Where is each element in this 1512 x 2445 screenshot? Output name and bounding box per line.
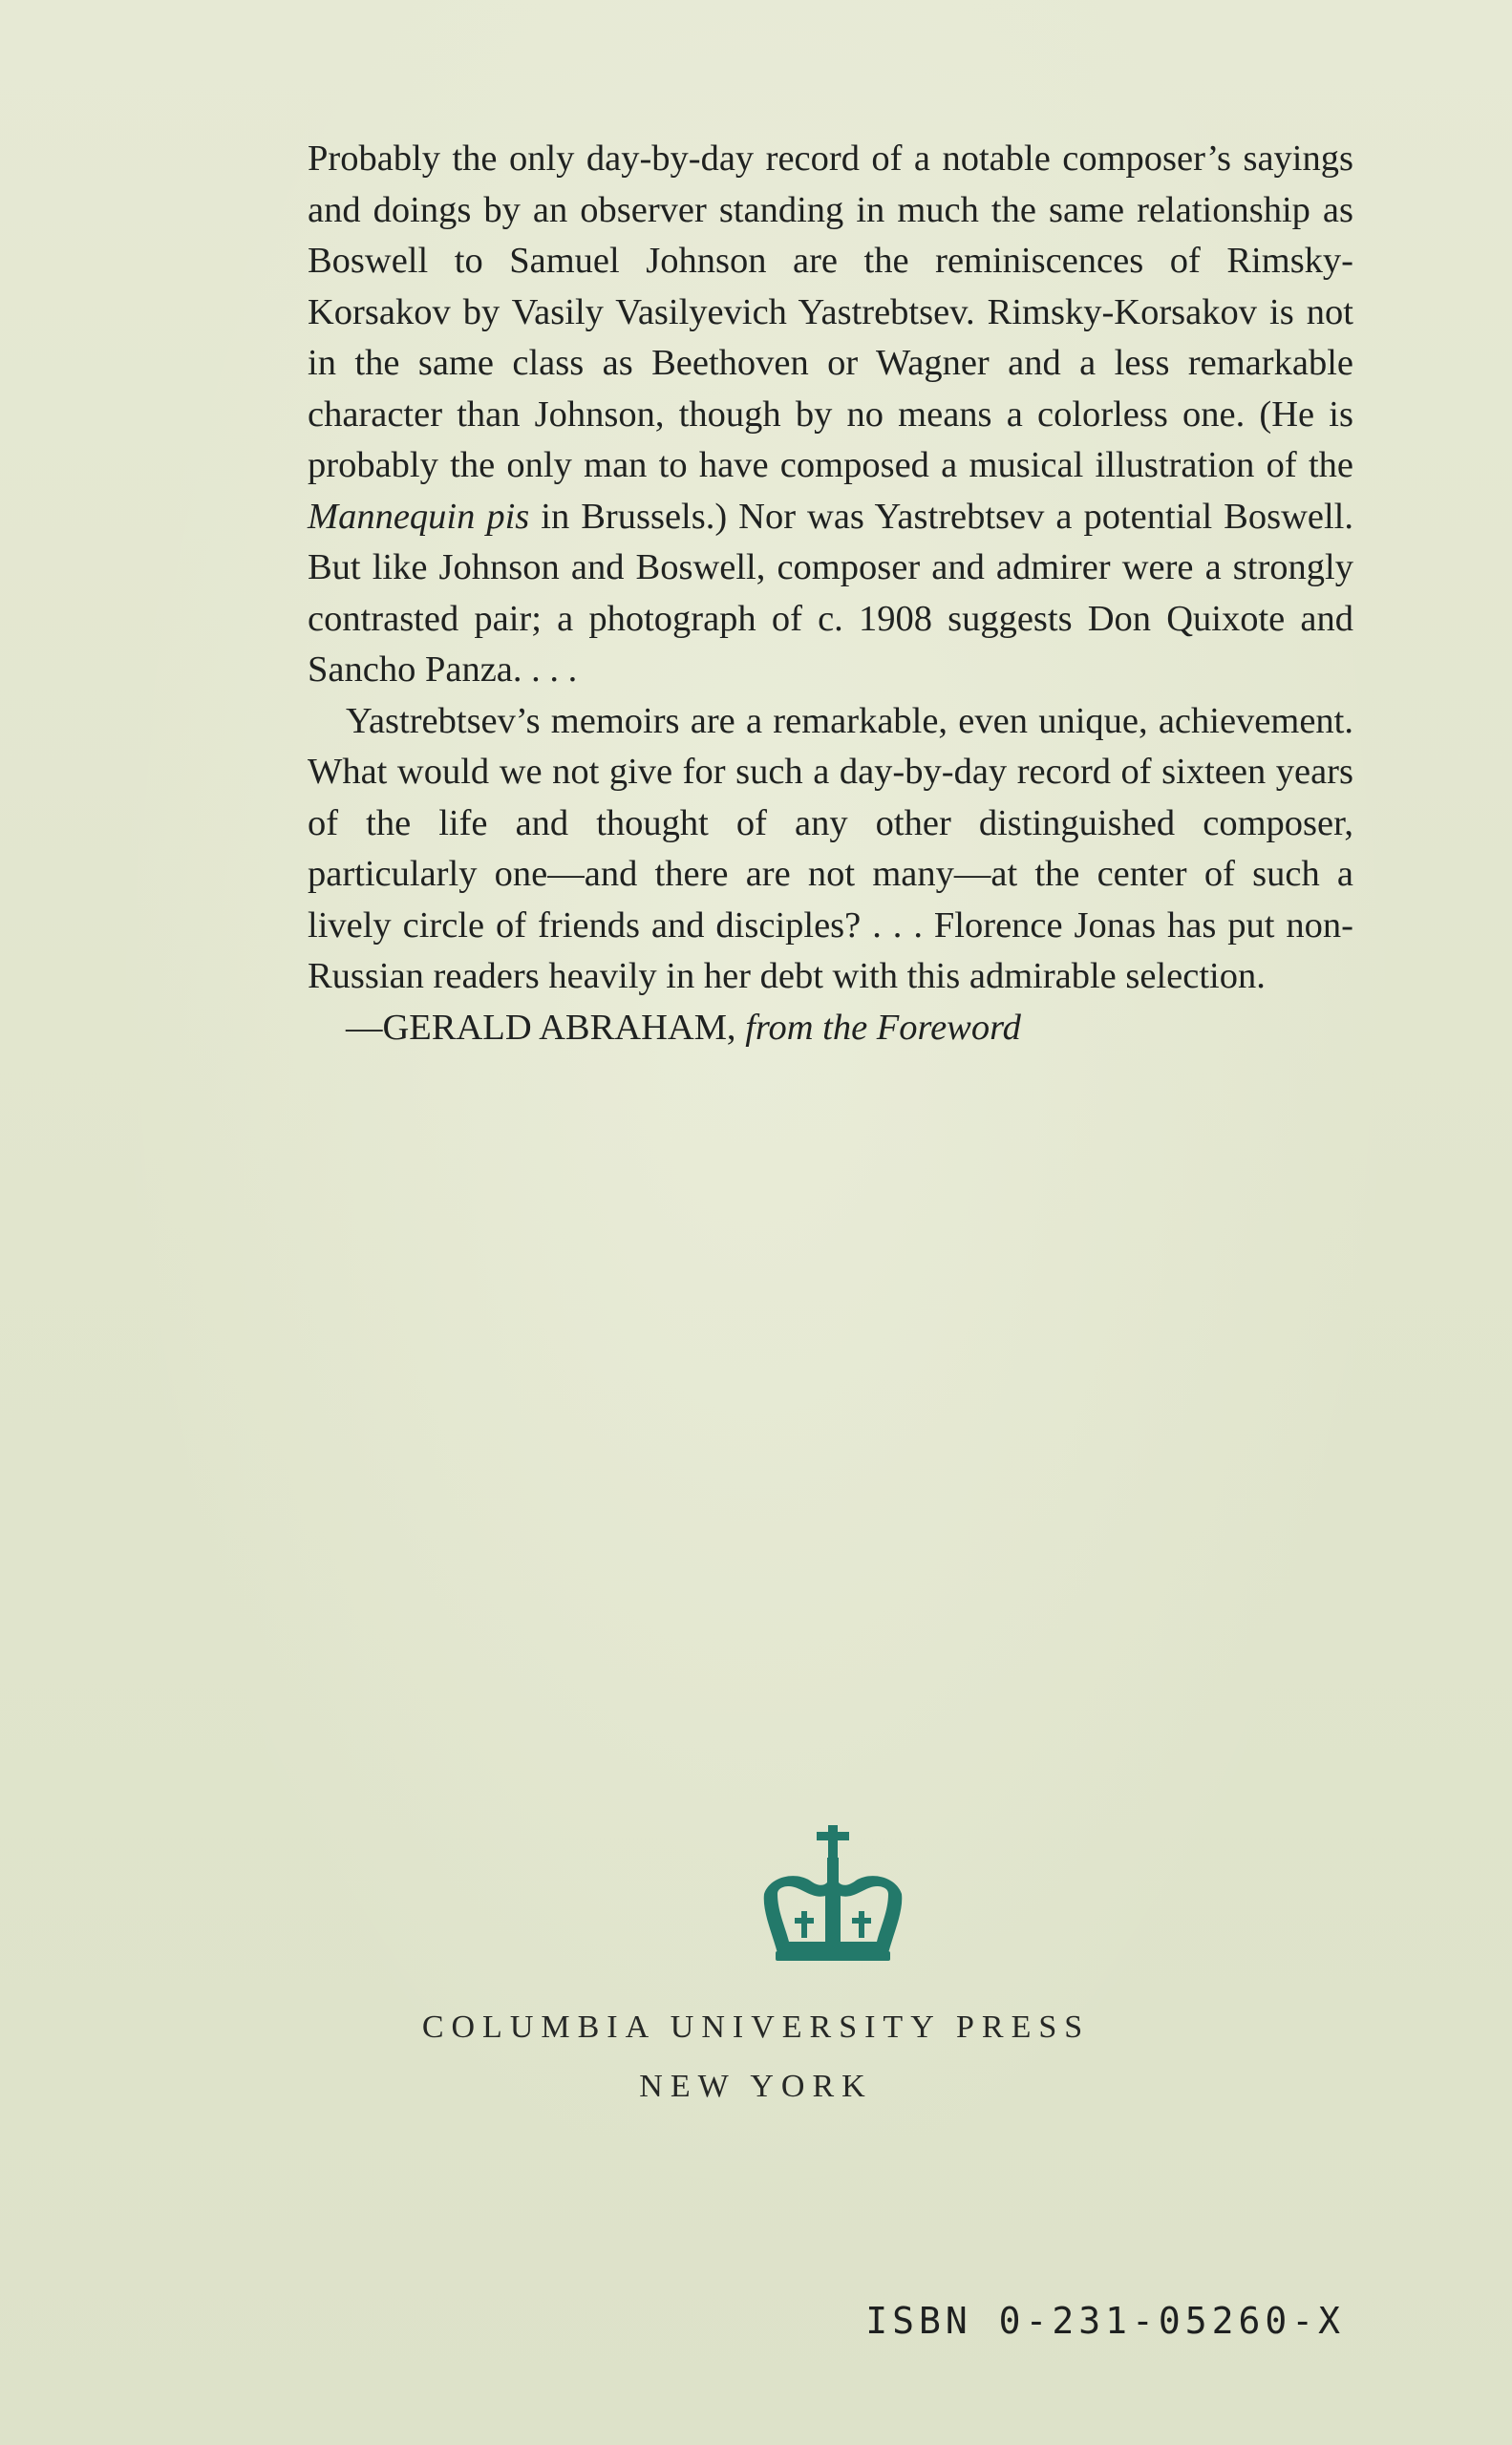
columbia-crown-icon [756,1819,909,1972]
blurb-text-span: Probably the only day-by-day record of a notable composer’s sayings and doings by an observer standing in much the same relationship as Boswell to Samuel Johnson are the reminiscences of Rimsky-Korsakov by Vasily Vasilyevich Yastrebtsev. Rimsky-Korsakov is not in the same class as Beethoven or Wagner and a less remarkable character than Johnson, though by no means a colorless one. (He is probably the only man to have composed a musical illustration of the [308,138,1353,485]
publisher-city: NEW YORK [639,2069,873,2104]
isbn-number: ISBN 0-231-05260-X [865,2300,1345,2342]
italic-title: Mannequin pis [308,496,530,537]
attribution [308,1003,1353,1054]
blurb-text-span: in Brussels.) Nor was Yastrebtsev a potential Boswell. But like Johnson and Boswell, composer and admirer were a strongly contrasted pair; a photograph of c. 1908 suggests Don Quixote and Sancho Panza. . . . [308,496,1353,690]
blurb-paragraph [308,134,1353,696]
blurb-paragraph: Yastrebtsev’s memoirs are a remarkable, even unique, achievement. What would we not give for such a day-by-day record of sixteen years of the life and thought of any other distinguished composer, particularly one—and there are not many—at the center of such a lively circle of friends and disciples? . . . Florence Jonas has put non-Russian readers heavily in her debt with this admirable selection. [308,700,1353,996]
blurb-text [308,134,1353,1053]
attribution-author: —GERALD ABRAHAM, [346,1007,736,1048]
publisher-name: COLUMBIA UNIVERSITY PRESS [421,2009,1091,2045]
attribution-source: from the Foreword [745,1007,1021,1048]
